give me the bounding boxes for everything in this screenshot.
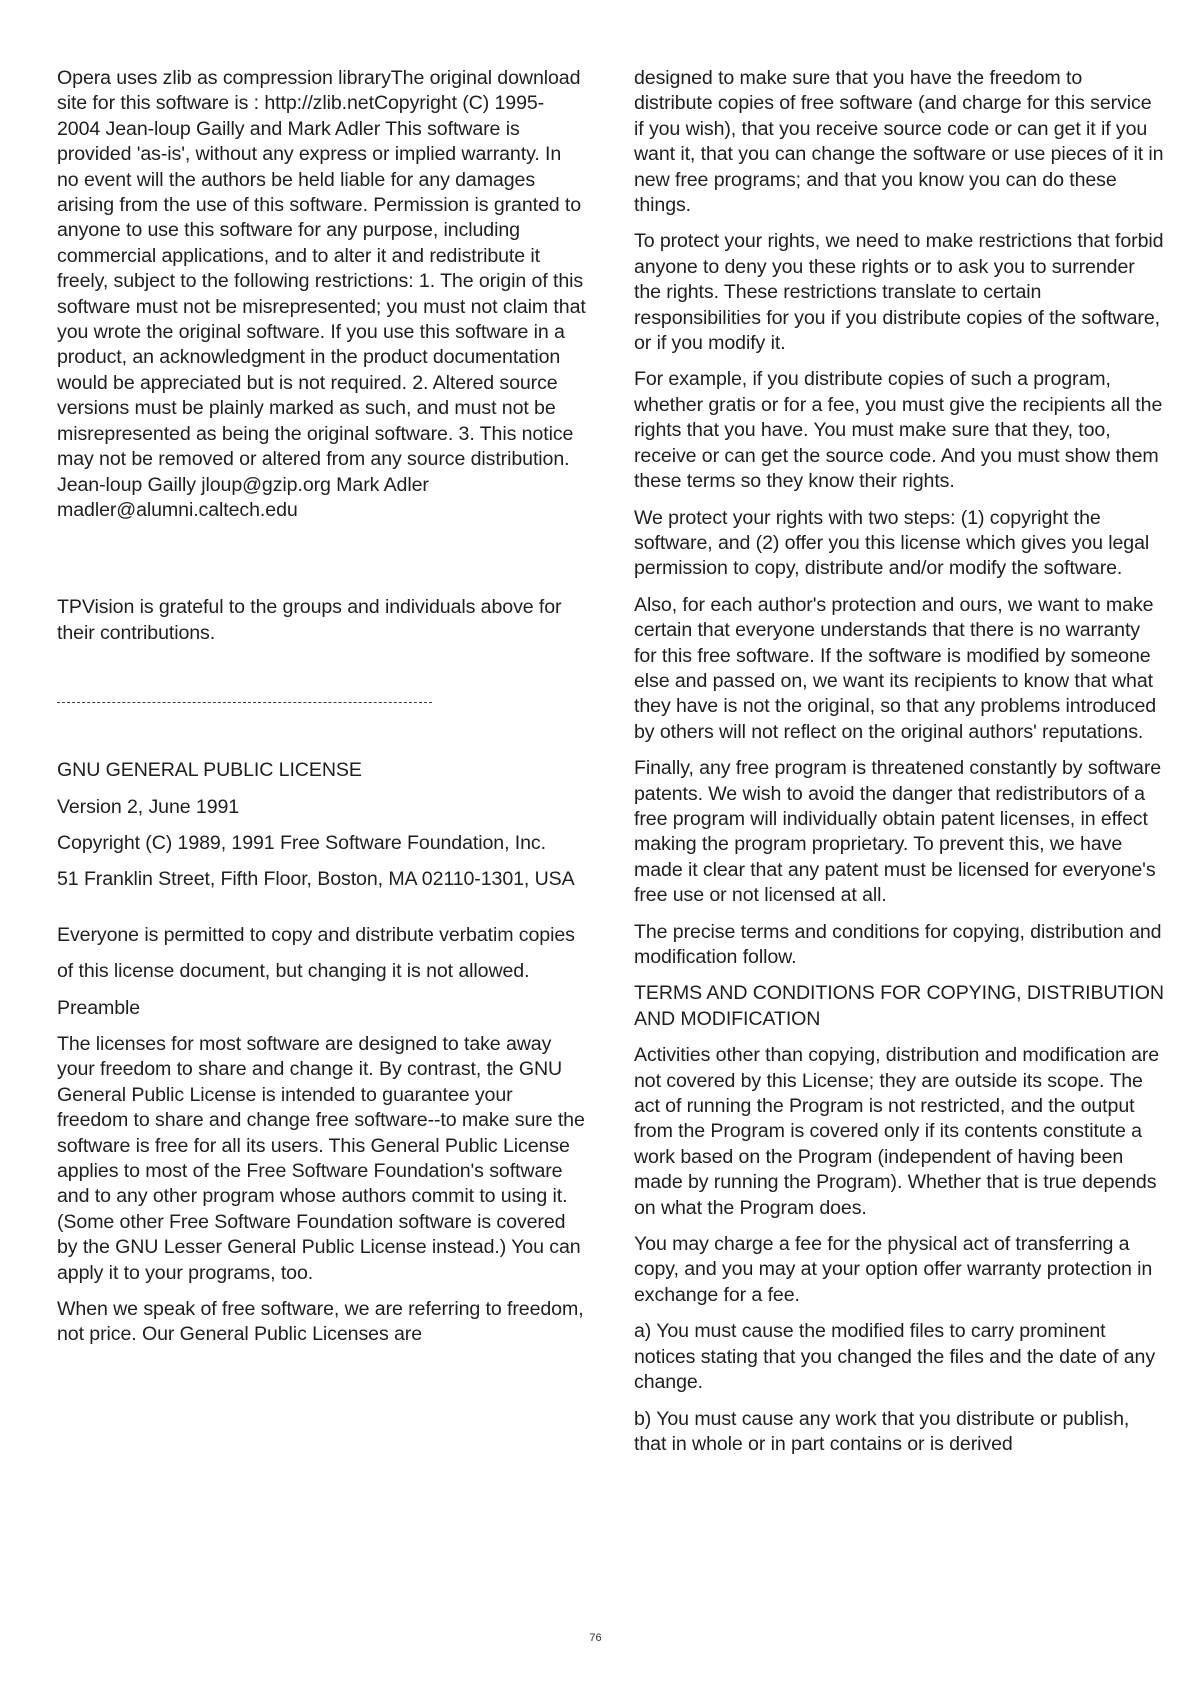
two-steps-paragraph: We protect your rights with two steps: (1) copyright the software, and (2) offer you this license which gives you legal permission to copy, distribute and/or modify the software. [634,506,1150,580]
precise-terms-paragraph: The precise terms and conditions for copying, distribution and modification follow. [634,920,1162,968]
protect-rights-paragraph: To protect your rights, we need to make restrictions that forbid anyone to deny you these rights or to ask you to surrender the rights. These restrictions translate to certain responsibilities for you if you distribute copies of the software, or if you modify it. [634,230,1164,355]
permission-paragraph-2: of this license document, but changing it is not allowed. [57,960,530,983]
preamble-paragraph-1: The licenses for most software are designed to take away your freedom to share and change it. By contrast, the GNU General Public License is intended to guarantee your freedom to share and change free software--to make sure the software is free for all its users. This General Public License applies to most of the Free Software Foundation's software and to any other program whose authors commit to using it. (Some other Free Software Foundation software is covered by the GNU Lesser General Public License instead.) You can apply it to your programs, too. [57,1032,585,1284]
license-version: Version 2, June 1991 [57,795,240,818]
preamble-paragraph-2-end: designed to make sure that you have the freedom to distribute copies of free software (and charge for this service if you wish), that you receive source code or can get it if you want it, that you can change the software or use pieces of it in new free programs; and that you know you can do these things. [634,67,1164,217]
dashed-divider [57,702,432,703]
thanks-paragraph: TPVision is grateful to the groups and individuals above for their contributions. [57,596,562,644]
zlib-notice: Opera uses zlib as compression libraryThe original download site for this software is : http://zlib.netCopyright (C) 1995-2004 Jean-loup Gailly and Mark Adler This software is provided 'as-is', without any express or implied warranty. In no event will the authors be held liable for any damages arising from the use of this software. Permission is granted to anyone to use this software for any purpose, including commercial applications, and to alter it and redistribute it freely, subject to the following restrictions: 1. The origin of this software must not be misrepresented; you must not claim that you wrote the original software. If you use this software in a product, an acknowledgment in the product documentation would be appreciated but is not required. 2. Altered source versions must be plainly marked as such, and must not be misrepresented as being the original software. 3. This notice may not be removed or altered from any source distribution. Jean-loup Gailly jloup@gzip.org Mark Adler madler@alumni.caltech.edu [57,67,586,521]
left-column [57,66,587,1359]
license-copyright: Copyright (C) 1989, 1991 Free Software Foundation, Inc. [57,831,546,854]
terms-heading: TERMS AND CONDITIONS FOR COPYING, DISTRIBUTION AND MODIFICATION [634,982,1164,1030]
preamble-heading: Preamble [57,996,141,1019]
author-protection-paragraph: Also, for each author's protection and ours, we want to make certain that everyone understands that there is no warranty for this free software. If the software is modified by someone else and passed on, we want its recipients to know that what they have is not the original, so that any problems introduced by others will not reflect on the original authors' reputations. [634,593,1157,743]
page-number: 76 [589,1632,602,1644]
fsf-address: 51 Franklin Street, Fifth Floor, Boston, MA 02110-1301, USA [57,868,575,891]
fee-paragraph: You may charge a fee for the physical act of transferring a copy, and you may at your option offer warranty protection in exchange for a fee. [634,1233,1153,1306]
activities-paragraph: Activities other than copying, distribution and modification are not covered by this License; they are outside its scope. The act of running the Program is not restricted, and the output from the Program is covered only if its contents constitute a work based on the Program (independent of having been made by running the Program). Whether that is true depends on what the Program does. [634,1044,1160,1219]
right-column [634,66,1164,1468]
preamble-paragraph-2-start: When we speak of free software, we are referring to freedom, not price. Our General Public Licenses are [57,1298,584,1346]
item-b-paragraph: b) You must cause any work that you distribute or publish, that in whole or in part contains or is derived [634,1407,1130,1455]
patents-paragraph: Finally, any free program is threatened constantly by software patents. We wish to avoid the danger that redistributors of a free program will individually obtain patent licenses, in effect making the program proprietary. To prevent this, we have made it clear that any patent must be licensed for everyone's free use or not licensed at all. [634,757,1162,907]
example-paragraph: For example, if you distribute copies of such a program, whether gratis or for a fee, you must give the recipients all the rights that you have. You must make sure that they, too, receive or can get the source code. And you must show them these terms so they know their rights. [634,368,1163,493]
permission-paragraph-1: Everyone is permitted to copy and distribute verbatim copies [57,923,575,946]
item-a-paragraph: a) You must cause the modified files to carry prominent notices stating that you changed the files and the date of any change. [634,1320,1156,1394]
license-title: GNU GENERAL PUBLIC LICENSE [57,759,362,782]
